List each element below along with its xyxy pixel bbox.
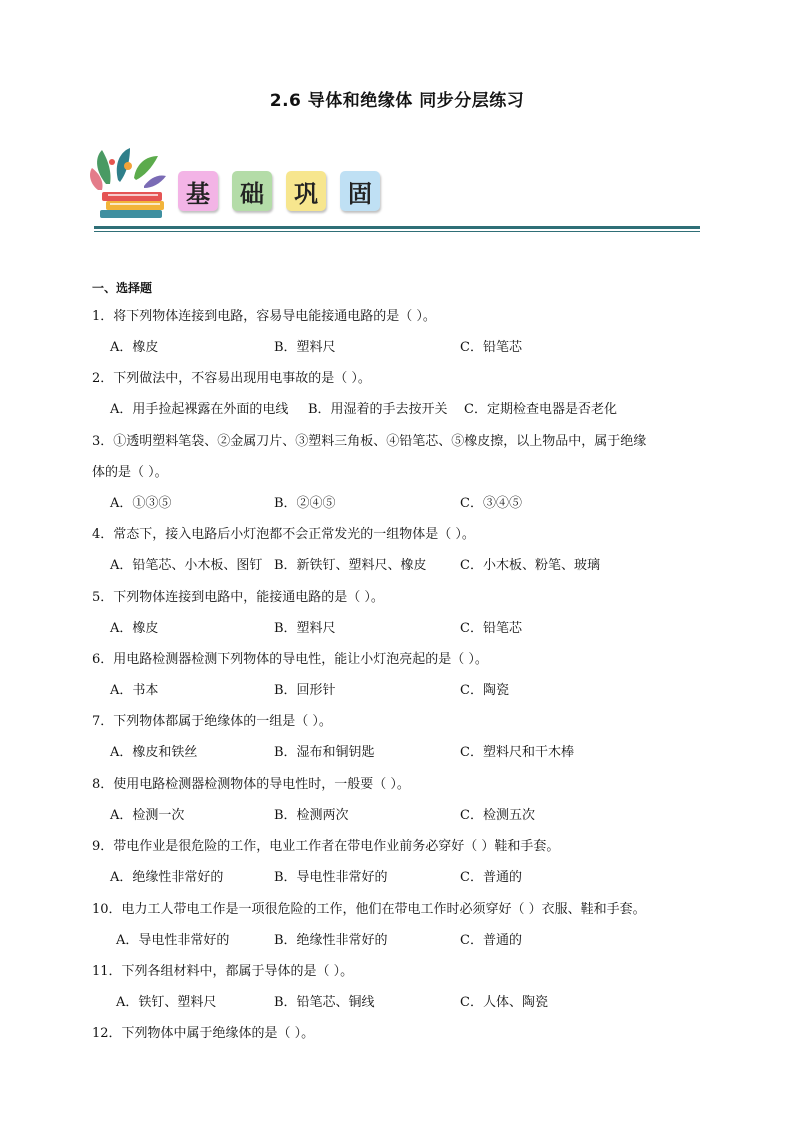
option-c: C．小木板、粉笔、玻璃 bbox=[460, 558, 600, 573]
book-icon bbox=[102, 192, 162, 201]
question-1: 1．将下列物体连接到电路，容易导电能接通电路的是（ ）。 bbox=[92, 309, 436, 324]
book-icon bbox=[100, 210, 162, 218]
question-8: 8．使用电路检测器检测物体的导电性时，一般要（ ）。 bbox=[92, 777, 410, 792]
option-a: A．橡皮 bbox=[110, 621, 159, 636]
divider bbox=[94, 231, 700, 232]
book-icon bbox=[106, 201, 164, 210]
question-6: 6．用电路检测器检测下列物体的导电性，能让小灯泡亮起的是（ ）。 bbox=[92, 652, 488, 667]
option-c: C．定期检查电器是否老化 bbox=[464, 402, 617, 417]
option-b: B．湿布和铜钥匙 bbox=[274, 745, 375, 760]
leaf-icon bbox=[144, 175, 166, 188]
option-b: B．塑料尺 bbox=[274, 340, 336, 355]
option-b: B．检测两次 bbox=[274, 808, 349, 823]
option-c: C．检测五次 bbox=[460, 808, 535, 823]
option-c: C．人体、陶瓷 bbox=[460, 995, 548, 1010]
option-a: A．①③⑤ bbox=[110, 496, 172, 511]
option-a: A．铅笔芯、小木板、图钉 bbox=[110, 558, 263, 573]
option-a: A．绝缘性非常好的 bbox=[110, 870, 224, 885]
option-b: B．回形针 bbox=[274, 683, 336, 698]
question-2: 2．下列做法中，不容易出现用电事故的是（ ）。 bbox=[92, 371, 371, 386]
page-title: 2.6 导体和绝缘体 同步分层练习 bbox=[269, 91, 525, 111]
option-a: A．铁钉、塑料尺 bbox=[116, 995, 217, 1010]
banner-char-4: 固 bbox=[340, 171, 380, 211]
flower-icon bbox=[109, 159, 115, 165]
question-7: 7．下列物体都属于绝缘体的一组是（ ）。 bbox=[92, 714, 332, 729]
option-b: B．新铁钉、塑料尺、橡皮 bbox=[274, 558, 427, 573]
option-b: B．导电性非常好的 bbox=[274, 870, 388, 885]
option-b: B．铅笔芯、铜线 bbox=[274, 995, 375, 1010]
question-5: 5．下列物体连接到电路中，能接通电路的是（ ）。 bbox=[92, 590, 384, 605]
banner-char-3: 巩 bbox=[286, 171, 326, 211]
question-10: 10．电力工人带电工作是一项很危险的工作，他们在带电工作时必须穿好（ ）衣服、鞋和手套。 bbox=[92, 902, 646, 917]
option-b: B．用湿着的手去按开关 bbox=[308, 402, 448, 417]
divider bbox=[94, 226, 700, 229]
option-c: C．塑料尺和干木棒 bbox=[460, 745, 574, 760]
option-b: B．②④⑤ bbox=[274, 496, 336, 511]
option-c: C．铅笔芯 bbox=[460, 340, 522, 355]
option-a: A．橡皮 bbox=[110, 340, 159, 355]
question-4: 4．常态下，接入电路后小灯泡都不会正常发光的一组物体是（ ）。 bbox=[92, 527, 475, 542]
section-heading: 一、选择题 bbox=[92, 281, 153, 295]
question-12: 12．下列物体中属于绝缘体的是（ ）。 bbox=[92, 1026, 315, 1041]
leaf-icon bbox=[134, 156, 158, 180]
option-a: A．用手捡起裸露在外面的电线 bbox=[110, 402, 289, 417]
option-a: A．检测一次 bbox=[110, 808, 185, 823]
option-a: A．书本 bbox=[110, 683, 159, 698]
flower-icon bbox=[124, 162, 132, 170]
option-a: A．橡皮和铁丝 bbox=[110, 745, 198, 760]
question-3: 3．①透明塑料笔袋、②金属刀片、③塑料三角板、④铅笔芯、⑤橡皮擦，以上物品中，属于绝缘 bbox=[92, 434, 647, 449]
banner-char-1: 基 bbox=[178, 171, 218, 211]
option-c: C．陶瓷 bbox=[460, 683, 509, 698]
option-c: C．铅笔芯 bbox=[460, 621, 522, 636]
banner-char-2: 础 bbox=[232, 171, 272, 211]
option-c: C．普通的 bbox=[460, 933, 522, 948]
option-c: C．③④⑤ bbox=[460, 496, 522, 511]
question-11: 11．下列各组材料中，都属于导体的是（ ）。 bbox=[92, 964, 354, 979]
option-b: B．绝缘性非常好的 bbox=[274, 933, 388, 948]
question-9: 9．带电作业是很危险的工作，电业工作者在带电作业前务必穿好（ ）鞋和手套。 bbox=[92, 839, 560, 854]
question-3-cont: 体的是（ ）。 bbox=[92, 465, 168, 480]
option-b: B．塑料尺 bbox=[274, 621, 336, 636]
option-c: C．普通的 bbox=[460, 870, 522, 885]
option-a: A．导电性非常好的 bbox=[116, 933, 230, 948]
